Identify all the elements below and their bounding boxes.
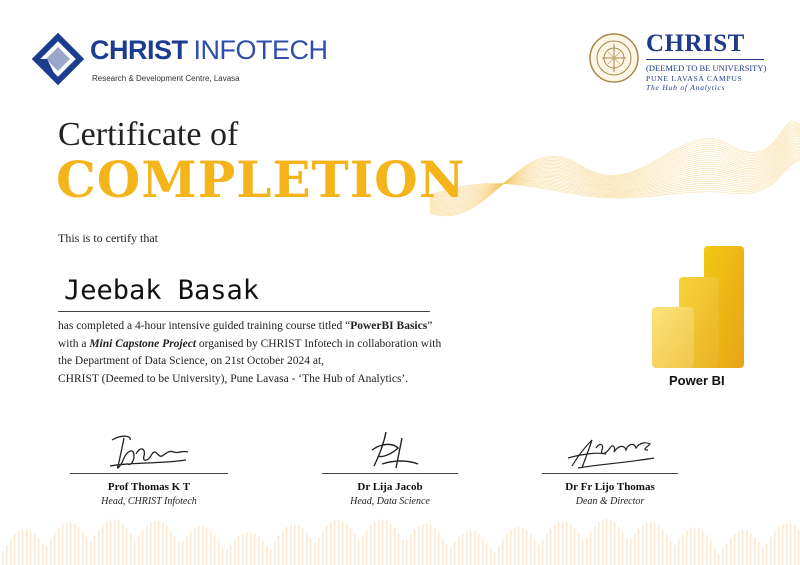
signatory-2-role: Head, Data Science: [350, 496, 430, 507]
decor-bar: [142, 531, 144, 565]
decor-bar: [198, 526, 200, 565]
decor-bar: [214, 535, 216, 565]
decor-bar: [666, 535, 668, 565]
decor-bar: [230, 544, 232, 565]
decor-bar: [634, 534, 636, 565]
decor-bar: [742, 530, 744, 565]
decor-bar: [322, 531, 324, 565]
decor-bar: [14, 534, 16, 565]
decor-bar: [558, 522, 560, 565]
decor-bar: [646, 522, 648, 565]
decor-bar: [106, 521, 108, 565]
decor-bar: [650, 521, 652, 565]
decor-bar: [330, 523, 332, 565]
decor-bar: [2, 552, 4, 565]
deemed-text: (DEEMED TO BE UNIVERSITY): [646, 63, 767, 73]
decor-bar: [386, 521, 388, 565]
signatory-3-name: Dr Fr Lijo Thomas: [565, 481, 655, 493]
decor-bar: [186, 536, 188, 565]
decor-bar: [602, 520, 604, 565]
decor-bar: [618, 527, 620, 565]
decor-bar: [50, 539, 52, 565]
decor-bar: [542, 540, 544, 565]
decor-bar: [190, 532, 192, 565]
decor-bar: [94, 535, 96, 565]
wave-line: [430, 121, 800, 216]
decor-bar: [310, 538, 312, 565]
decor-bar: [114, 519, 116, 565]
decor-bar: [394, 528, 396, 565]
decor-bar: [570, 525, 572, 565]
decor-bar: [350, 528, 352, 565]
body-line-1: has completed a 4-hour intensive guided training course titled “PowerBI Basics”: [58, 320, 433, 332]
decor-bar: [22, 529, 24, 565]
decor-bar: [682, 535, 684, 565]
decor-bar: [702, 531, 704, 565]
decor-bar: [726, 543, 728, 565]
decor-bar: [242, 534, 244, 565]
decor-bar: [518, 527, 520, 565]
decor-bar: [274, 542, 276, 565]
decor-bar: [234, 540, 236, 565]
decor-bar: [366, 531, 368, 565]
decor-bar: [798, 530, 800, 565]
decor-bar: [278, 536, 280, 565]
decor-bar: [698, 528, 700, 565]
decor-bar: [730, 538, 732, 565]
decor-bar: [90, 542, 92, 565]
decor-bar: [6, 545, 8, 565]
decor-bar: [786, 523, 788, 565]
decor-bar: [622, 532, 624, 565]
decor-bar: [438, 532, 440, 565]
decor-bar: [118, 521, 120, 565]
decor-bar: [342, 521, 344, 565]
decor-bar: [346, 524, 348, 565]
decor-bar: [326, 526, 328, 565]
certificate-body: [58, 318, 498, 388]
campus-text: PUNE LAVASA CAMPUS: [646, 74, 743, 83]
decor-bar: [614, 523, 616, 565]
decor-bar: [498, 546, 500, 565]
decor-bar: [750, 533, 752, 565]
decor-bar: [406, 540, 408, 565]
decor-bar: [298, 526, 300, 565]
decor-bar: [486, 543, 488, 565]
decor-bar: [530, 535, 532, 565]
decor-bar: [506, 534, 508, 565]
decor-bar: [170, 530, 172, 565]
decor-bar: [522, 528, 524, 565]
signatory-1-role: Head, CHRIST Infotech: [101, 496, 197, 507]
decor-bar: [390, 524, 392, 565]
decor-bar: [414, 530, 416, 565]
decor-bar: [722, 548, 724, 565]
title-line-1: Certificate of: [58, 116, 239, 153]
decor-bar: [162, 522, 164, 565]
decor-bar: [710, 541, 712, 565]
decor-bar: [426, 524, 428, 565]
decor-bar: [474, 532, 476, 565]
decor-bar: [306, 533, 308, 565]
decor-bar: [294, 524, 296, 565]
decor-bar: [762, 547, 764, 565]
decor-bar: [42, 543, 44, 565]
decor-bar: [402, 540, 404, 565]
body-line-2: with a Mini Capstone Project organised by CHRIST Infotech in collaboration with: [58, 337, 442, 350]
signature-1-image: [70, 428, 228, 472]
decor-bar: [562, 521, 564, 565]
decor-bar: [10, 539, 12, 565]
decor-bar: [174, 536, 176, 565]
decor-bar: [794, 526, 796, 565]
decor-bar: [130, 534, 132, 565]
decor-bar: [642, 525, 644, 565]
wave-line: [430, 123, 800, 215]
certify-text: This is to certify that: [58, 231, 158, 245]
decor-bar: [262, 541, 264, 565]
signature-line-3: [542, 473, 678, 474]
decor-bar: [70, 522, 72, 565]
decor-bar: [358, 539, 360, 565]
decor-bar: [86, 537, 88, 565]
decor-bar: [266, 546, 268, 565]
body-line-4: CHRIST (Deemed to be University), Pune Lavasa - ‘The Hub of Analytics’.: [58, 372, 409, 385]
decor-bar: [770, 537, 772, 565]
decor-bar: [550, 529, 552, 565]
signature-3-image: [542, 428, 678, 472]
decor-bar: [154, 521, 156, 565]
decor-bar: [538, 545, 540, 565]
decor-bar: [754, 537, 756, 565]
decor-bar: [490, 548, 492, 565]
decor-bar: [374, 522, 376, 565]
decor-bar: [630, 539, 632, 565]
signatory-2-name: Dr Lija Jacob: [357, 481, 423, 493]
decor-bar: [594, 526, 596, 565]
decor-bar: [782, 524, 784, 565]
decor-bar: [734, 534, 736, 565]
decor-bar: [18, 531, 20, 565]
decor-bar: [418, 526, 420, 565]
decor-bar: [182, 541, 184, 565]
decor-bar: [102, 525, 104, 565]
decor-bar: [546, 534, 548, 565]
decor-bar: [194, 528, 196, 565]
power-bi-label: Power BI: [669, 373, 725, 388]
decor-bar: [450, 547, 452, 565]
decor-bar: [790, 524, 792, 565]
decor-bar: [502, 540, 504, 565]
decor-bar: [338, 520, 340, 565]
christ-university-logo: [588, 32, 778, 92]
decor-bar: [258, 536, 260, 565]
decor-bar: [442, 538, 444, 565]
decor-bar: [78, 527, 80, 565]
decor-bar: [446, 544, 448, 565]
power-bi-icon: [652, 246, 747, 370]
decor-bar: [178, 542, 180, 565]
decor-bar: [218, 541, 220, 565]
decor-bar: [138, 536, 140, 565]
logo-divider: [646, 59, 764, 60]
decor-bar: [146, 526, 148, 565]
name-underline: [58, 311, 430, 312]
decor-bar: [662, 529, 664, 565]
decor-bar: [494, 553, 496, 565]
decor-bar: [370, 526, 372, 565]
infotech-wordmark: CHRIST INFOTECH: [90, 35, 328, 65]
decor-bar: [526, 531, 528, 565]
decor-bar: [766, 543, 768, 565]
decor-bar: [586, 537, 588, 565]
decor-bar: [674, 545, 676, 565]
decor-bar: [410, 535, 412, 565]
decor-bar: [302, 529, 304, 565]
decor-bar: [270, 549, 272, 565]
decor-bar: [686, 531, 688, 565]
decor-bar: [30, 531, 32, 565]
infotech-subtitle: Research & Development Centre, Lavasa: [92, 74, 240, 83]
decor-bar: [462, 534, 464, 565]
decor-bar: [202, 526, 204, 565]
decor-bar: [26, 529, 28, 565]
tagline-text: The Hub of Analytics: [646, 83, 726, 92]
decor-bar: [222, 548, 224, 565]
decor-bar: [54, 533, 56, 565]
decor-bar: [746, 531, 748, 565]
decor-bar: [150, 523, 152, 565]
decor-bar: [226, 550, 228, 565]
decor-bar: [98, 530, 100, 565]
project-name: Mini Capstone Project: [89, 337, 197, 350]
decor-bar: [158, 521, 160, 565]
decor-bar: [422, 524, 424, 565]
university-seal-icon: [588, 32, 640, 84]
decor-bar: [434, 528, 436, 565]
decor-bar: [334, 520, 336, 565]
course-name: PowerBI Basics: [350, 320, 428, 332]
title-completion: COMPLETION: [56, 150, 466, 209]
decor-bar: [378, 520, 380, 565]
body-line-3: the Department of Data Science, on 21st October 2024 at,: [58, 355, 325, 367]
decor-bar: [738, 531, 740, 565]
decor-bar: [62, 524, 64, 565]
decor-bar: [706, 535, 708, 565]
decor-bar: [606, 519, 608, 565]
decor-bar: [66, 523, 68, 565]
decor-bar: [718, 554, 720, 565]
decor-bar: [598, 522, 600, 565]
decor-bar: [206, 528, 208, 565]
decor-bar: [574, 529, 576, 565]
decor-bar: [110, 519, 112, 565]
decor-bar: [74, 524, 76, 565]
decor-bar: [582, 539, 584, 565]
wave-line: [430, 126, 800, 212]
decor-bar: [482, 539, 484, 565]
decor-bar: [238, 536, 240, 565]
decor-bar: [638, 529, 640, 565]
decor-bar: [774, 531, 776, 565]
decor-bar: [354, 533, 356, 565]
signature-line-1: [70, 473, 228, 474]
decor-bar: [566, 522, 568, 565]
decor-bar: [470, 531, 472, 565]
decor-bar: [778, 527, 780, 565]
decor-bar: [314, 543, 316, 565]
decor-bar: [510, 530, 512, 565]
decor-bar: [58, 528, 60, 565]
christ-wordmark: CHRIST: [646, 30, 745, 57]
diamond-logo-icon: [32, 33, 84, 85]
decor-bar: [534, 540, 536, 565]
decor-bar: [610, 520, 612, 565]
decor-bar: [290, 525, 292, 565]
decor-bar: [382, 519, 384, 565]
decor-bar: [478, 534, 480, 565]
decor-bar: [678, 540, 680, 565]
decor-bar: [758, 542, 760, 565]
decor-bar: [134, 540, 136, 565]
decor-bar: [82, 531, 84, 565]
decor-bar: [246, 532, 248, 565]
decor-bar: [254, 533, 256, 565]
decor-bar: [38, 538, 40, 565]
decor-bar: [126, 529, 128, 565]
signature-2-image: [322, 428, 458, 472]
decor-bar: [166, 525, 168, 565]
signature-line-2: [322, 473, 458, 474]
decor-bar: [626, 538, 628, 565]
decor-bar: [514, 528, 516, 565]
decor-bar: [714, 547, 716, 565]
decor-bar: [690, 529, 692, 565]
decor-bar: [250, 532, 252, 565]
decor-bar: [286, 527, 288, 565]
decor-bar: [430, 525, 432, 565]
decor-bar: [122, 524, 124, 565]
christ-infotech-logo: [32, 33, 328, 89]
decor-bar: [318, 537, 320, 565]
decor-bar: [554, 524, 556, 565]
decorative-waves: [430, 95, 800, 255]
decor-bar: [590, 531, 592, 565]
decor-bar: [362, 536, 364, 565]
decor-bar: [458, 537, 460, 565]
decor-bar: [210, 531, 212, 565]
decorative-bottom-bars: [0, 512, 800, 565]
decor-bar: [46, 545, 48, 565]
decor-bar: [398, 534, 400, 565]
decor-bar: [670, 541, 672, 565]
wave-line: [430, 125, 800, 214]
decor-bar: [282, 531, 284, 565]
decor-bar: [578, 534, 580, 565]
signatory-3-role: Dean & Director: [575, 496, 645, 507]
decor-bar: [658, 525, 660, 565]
decor-bar: [694, 528, 696, 565]
decor-bar: [34, 534, 36, 565]
decor-bar: [654, 522, 656, 565]
decor-bar: [466, 531, 468, 565]
decor-bar: [454, 542, 456, 565]
recipient-name: Jeebak Basak: [64, 275, 260, 306]
signatory-1-name: Prof Thomas K T: [107, 481, 191, 493]
